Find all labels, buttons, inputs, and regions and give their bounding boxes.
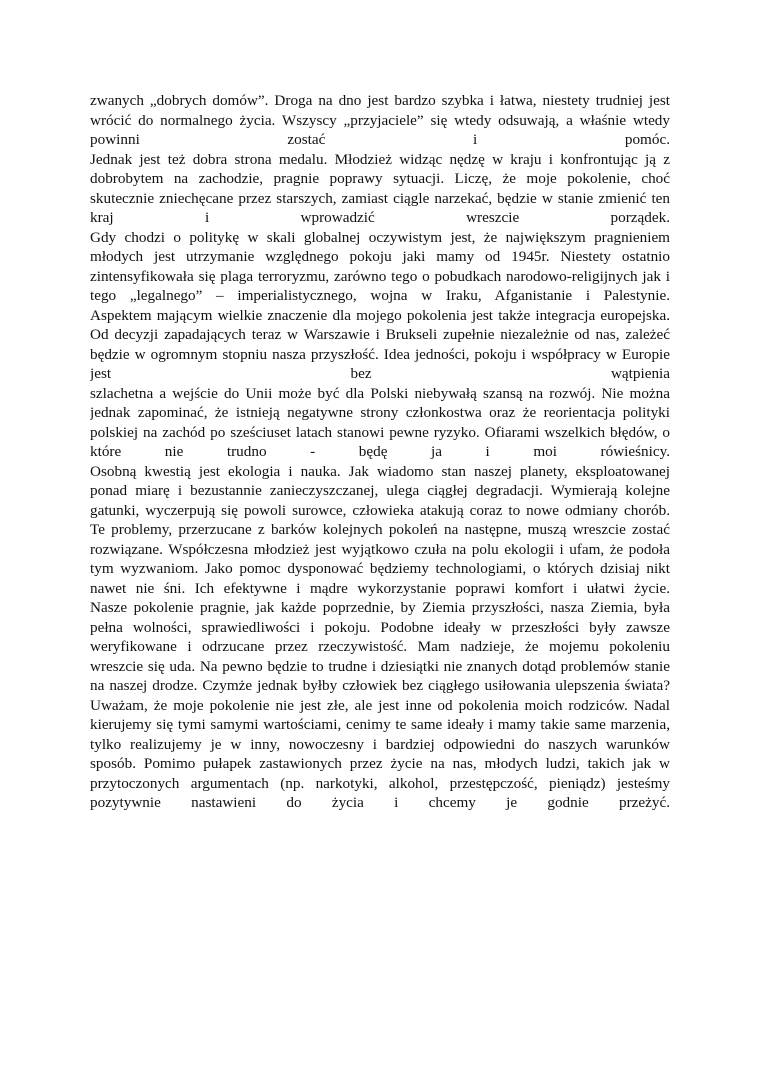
text-line: pozytywnie nastawieni do życia i chcemy je godnie przeżyć.: [90, 794, 670, 811]
text-line: będzie w ogromnym stopniu nasza przyszłość. Idea jedności, pokoju i współpracy w Europie: [90, 345, 670, 363]
text-line: powinni zostać i pomóc.: [90, 131, 670, 148]
text-line: jest bez wątpienia: [90, 365, 670, 382]
text-line: Aspektem mającym wielkie znaczenie dla mojego pokolenia jest także integracja europejska.: [90, 306, 670, 324]
text-line: jednak zapominać, że istnieją negatywne strony członkostwa oraz że reorientacja polityki: [90, 404, 670, 421]
text-line: rozwiązane. Współczesna młodzież jest wyjątkowo czuła na polu ekologii i ufam, że podoła: [90, 540, 670, 558]
text-line: szlachetna a wejście do Unii może być dla Polski niebywałą szansą na rozwój. Nie można: [90, 384, 670, 402]
text-line: Gdy chodzi o politykę w skali globalnej oczywistym jest, że największym pragnieniem: [90, 228, 670, 246]
text-line: nawet nie śni. Ich efektywne i mądre wykorzystanie poprawi komfort i ułatwi życie.: [90, 579, 670, 597]
text-line: wreszcie się uda. Na pewno będzie to trudne i dziesiątki nie znanych dotąd problemów stanie: [90, 657, 670, 675]
text-line: tylko realizujemy je w inny, nowoczesny i bardziej odpowiedni do naszych warunków: [90, 735, 670, 753]
text-line: które nie trudno - będę ja i moi rówieśnicy.: [90, 443, 670, 460]
text-line: weryfikowane i odrzucane przez rzeczywistość. Mam nadzieje, że mojemu pokoleniu: [90, 638, 670, 655]
text-line: Od decyzji zapadających teraz w Warszawie i Brukseli zupełnie niezależnie od nas, zależeć: [90, 326, 670, 343]
text-line: tym wyzwaniom. Jako pomoc dysponować będziemy technologiami, o których dzisiaj nikt: [90, 560, 670, 577]
text-line: przytoczonych argumentach (np. narkotyki, alkohol, przestępczość, pieniądz) jesteśmy: [90, 774, 670, 792]
text-line: polskiej na zachód po sześciuset latach stanowi pewne ryzyko. Ofiarami wszelkich błędów, o: [90, 423, 670, 441]
text-line: Jednak jest też dobra strona medalu. Młodzież widząc nędzę w kraju i konfrontując ją z: [90, 150, 670, 168]
text-line: Uważam, że moje pokolenie nie jest złe, ale jest inne od pokolenia moich rodziców. Nadal: [90, 696, 670, 714]
text-line: pełna wolności, sprawiedliwości i pokoju. Podobne ideały w przeszłości były zawsze: [90, 618, 670, 636]
text-line: Osobną kwestią jest ekologia i nauka. Jak wiadomo stan naszej planety, eksploatowanej: [90, 462, 670, 480]
text-line: ponad miarę i bezustannie zanieczyszczanej, ulega ciągłej degradacji. Wymierają kolejne: [90, 482, 670, 499]
text-line: wrócić do normalnego życia. Wszyscy „przyjaciele” się wtedy odsuwają, a właśnie wtedy: [90, 111, 670, 129]
text-line: młodych jest utrzymanie względnego pokoju jaki mamy od 1945r. Niestety ostatnio: [90, 248, 670, 265]
text-line: zwanych „dobrych domów”. Droga na dno jest bardzo szybka i łatwa, niestety trudniej jest: [90, 92, 670, 109]
text-line: kierujemy się tymi samymi wartościami, cenimy te same ideały i mamy takie same marzenia,: [90, 716, 670, 733]
text-line: na naszej drodze. Czymże jednak byłby człowiek bez ciągłego usiłowania ulepszenia świata?: [90, 677, 670, 694]
text-line: tego „legalnego” – imperialistycznego, wojna w Iraku, Afganistanie i Palestynie.: [90, 287, 670, 304]
document-page: [90, 91, 670, 813]
text-line: dobrobytem na zachodzie, pragnie poprawy sytuacji. Liczę, że moje pokolenie, choć: [90, 170, 670, 187]
text-line: sposób. Pomimo pułapek zastawionych przez życie na nas, młodych ludzi, takich jak w: [90, 755, 670, 772]
text-line: Nasze pokolenie pragnie, jak każde poprzednie, by Ziemia przyszłości, nasza Ziemia, była: [90, 599, 670, 616]
text-line: gatunki, wyczerpują się powoli surowce, człowieka atakują coraz to nowe odmiany chorób.: [90, 501, 670, 519]
text-line: Te problemy, przerzucane z barków kolejnych pokoleń na następne, muszą wreszcie zostać: [90, 521, 670, 538]
text-line: zintensyfikowała się plaga terroryzmu, zarówno tego o pobudkach narodowo-religijnych jak i: [90, 267, 670, 285]
text-line: kraj i wprowadzić wreszcie porządek.: [90, 209, 670, 226]
text-line: skutecznie zniechęcane przez starszych, zamiast ciągle narzekać, będzie w stanie zmienić ten: [90, 189, 670, 207]
